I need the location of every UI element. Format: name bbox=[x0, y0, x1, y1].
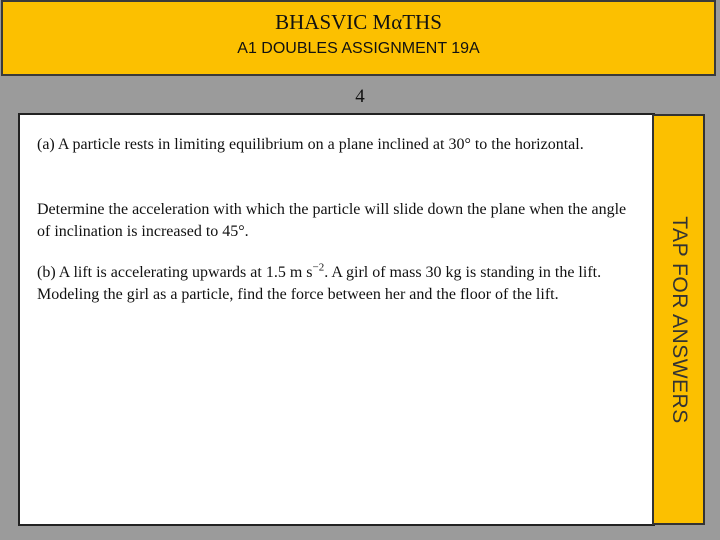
tap-for-answers-label: TAP FOR ANSWERS bbox=[667, 215, 691, 424]
assignment-subtitle: A1 DOUBLES ASSIGNMENT 19A bbox=[237, 40, 480, 57]
page-title: BHASVIC MαTHS bbox=[275, 10, 442, 34]
question-b-text bbox=[37, 262, 637, 306]
question-panel bbox=[18, 113, 655, 526]
header-banner bbox=[1, 0, 716, 76]
question-b-start: (b) A lift is accelerating upwards at 1.5 m s bbox=[37, 264, 313, 281]
question-number: 4 bbox=[355, 86, 365, 107]
tap-for-answers-button[interactable] bbox=[652, 114, 705, 525]
question-b-end: . A girl of mass 30 kg is standing in the lift. Modeling the girl as a particle, find the force between her and the floor of the lift. bbox=[37, 264, 602, 303]
question-a-text: (a) A particle rests in limiting equilibrium on a plane inclined at 30° to the horizontal. bbox=[37, 136, 584, 153]
question-a-continuation: Determine the acceleration with which the particle will slide down the plane when the angle of inclination is increased to 45°. bbox=[37, 201, 627, 240]
question-b-exponent: −2 bbox=[312, 261, 325, 274]
